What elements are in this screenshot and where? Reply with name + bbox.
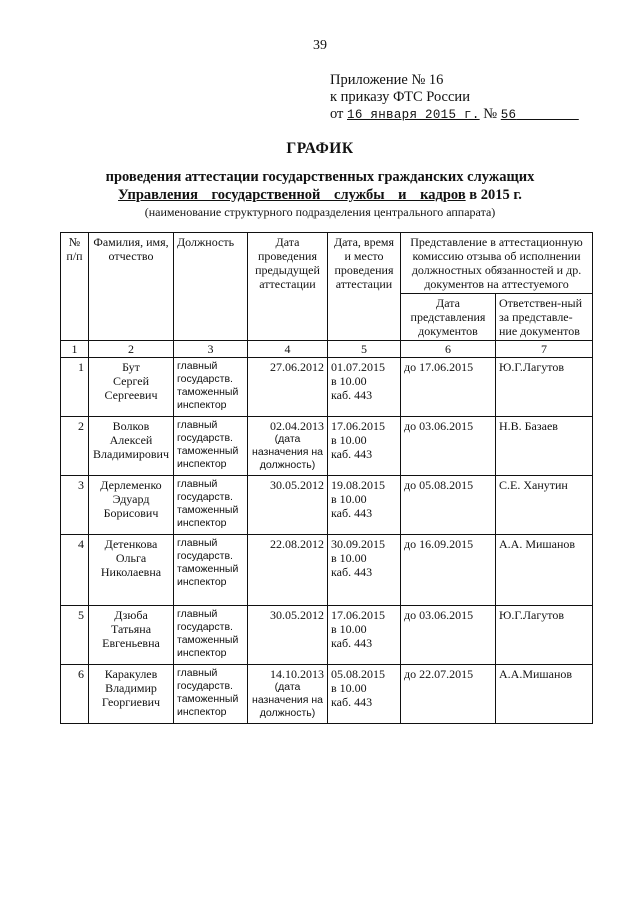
table-row (61, 606, 593, 665)
column-number: 5 (328, 341, 401, 358)
table-row (61, 476, 593, 535)
attestation-datetime-place: 17.06.2015 в 10.00 каб. 443 (328, 417, 401, 476)
header-no: № п/п (61, 233, 89, 341)
submission-date: до 03.06.2015 (401, 417, 496, 476)
previous-attestation-date: 22.08.2012 (248, 535, 328, 606)
attestation-datetime-place: 01.07.2015 в 10.00 каб. 443 (328, 358, 401, 417)
appendix-block (330, 72, 579, 124)
header-submission-date: Дата представления документов (401, 294, 496, 341)
submission-date: до 03.06.2015 (401, 606, 496, 665)
employee-name: Дерлеменко Эдуард Борисович (89, 476, 174, 535)
attestation-datetime-place: 30.09.2015 в 10.00 каб. 443 (328, 535, 401, 606)
employee-name: Детенкова Ольга Николаевна (89, 535, 174, 606)
department-name: Управления государственной службы и кадров (118, 187, 466, 203)
order-date: 16 января 2015 г. (347, 108, 480, 122)
subtitle-line-2 (0, 186, 640, 204)
table-row (61, 665, 593, 724)
row-number: 3 (61, 476, 89, 535)
column-number: 6 (401, 341, 496, 358)
employee-name: Дзюба Татьяна Евгеньевна (89, 606, 174, 665)
employee-position: главный государств. таможенный инспектор (174, 606, 248, 665)
column-number: 7 (496, 341, 593, 358)
appendix-line-1: Приложение № 16 (330, 72, 444, 88)
previous-attestation-date: 14.10.2013 (дата назначения на должность) (248, 665, 328, 724)
number-sign: № (483, 106, 498, 122)
column-number: 2 (89, 341, 174, 358)
header-position: Должность (174, 233, 248, 341)
row-number: 4 (61, 535, 89, 606)
previous-attestation-date: 30.05.2012 (248, 606, 328, 665)
table-row (61, 535, 593, 606)
submission-date: до 05.08.2015 (401, 476, 496, 535)
column-number: 4 (248, 341, 328, 358)
employee-position: главный государств. таможенный инспектор (174, 665, 248, 724)
document-title: ГРАФИК (286, 140, 354, 157)
employee-position: главный государств. таможенный инспектор (174, 417, 248, 476)
header-prev-attestation: Дата проведения предыдущей аттестации (248, 233, 328, 341)
appendix-line-2: к приказу ФТС России (330, 89, 470, 105)
page-number: 39 (313, 38, 327, 53)
employee-position: главный государств. таможенный инспектор (174, 476, 248, 535)
responsible-person: Ю.Г.Лагутов (496, 606, 593, 665)
header-attestation: Дата, время и место проведения аттестации (328, 233, 401, 341)
header-submission-group: Представление в аттестационную комиссию отзыва об исполнении должностных обязанностей и др. документов на аттестуемого (401, 233, 593, 294)
employee-name: Бут Сергей Сергеевич (89, 358, 174, 417)
submission-date: до 22.07.2015 (401, 665, 496, 724)
header-responsible: Ответствен-ный за представле-ние документов (496, 294, 593, 341)
employee-position: главный государств. таможенный инспектор (174, 358, 248, 417)
row-number: 2 (61, 417, 89, 476)
responsible-person: А.А. Мишанов (496, 535, 593, 606)
employee-position: главный государств. таможенный инспектор (174, 535, 248, 606)
responsible-person: Ю.Г.Лагутов (496, 358, 593, 417)
appendix-line-3 (330, 106, 579, 124)
submission-date: до 17.06.2015 (401, 358, 496, 417)
attestation-datetime-place: 17.06.2015 в 10.00 каб. 443 (328, 606, 401, 665)
employee-name: Волков Алексей Владимирович (89, 417, 174, 476)
attestation-datetime-place: 05.08.2015 в 10.00 каб. 443 (328, 665, 401, 724)
table-row (61, 417, 593, 476)
previous-attestation-date: 30.05.2012 (248, 476, 328, 535)
column-number: 1 (61, 341, 89, 358)
subtitle-line-1: проведения аттестации государственных гражданских служащих (105, 169, 535, 185)
header-name: Фамилия, имя, отчество (89, 233, 174, 341)
document-subtitle (0, 168, 640, 204)
department-caption: (наименование структурного подразделения центрального аппарата) (144, 205, 496, 219)
row-number: 5 (61, 606, 89, 665)
submission-date: до 16.09.2015 (401, 535, 496, 606)
schedule-table (60, 232, 593, 724)
row-number: 6 (61, 665, 89, 724)
subtitle-year: в 2015 г. (469, 187, 522, 203)
responsible-person: А.А.Мишанов (496, 665, 593, 724)
employee-name: Каракулев Владимир Георгиевич (89, 665, 174, 724)
attestation-datetime-place: 19.08.2015 в 10.00 каб. 443 (328, 476, 401, 535)
table-row (61, 358, 593, 417)
column-numbers-row (61, 341, 593, 358)
previous-attestation-date: 27.06.2012 (248, 358, 328, 417)
row-number: 1 (61, 358, 89, 417)
responsible-person: Н.В. Базаев (496, 417, 593, 476)
appendix-prefix: от (330, 106, 344, 122)
column-number: 3 (174, 341, 248, 358)
previous-attestation-date: 02.04.2013 (дата назначения на должность) (248, 417, 328, 476)
responsible-person: С.Е. Ханутин (496, 476, 593, 535)
order-number: 56 (500, 108, 517, 122)
